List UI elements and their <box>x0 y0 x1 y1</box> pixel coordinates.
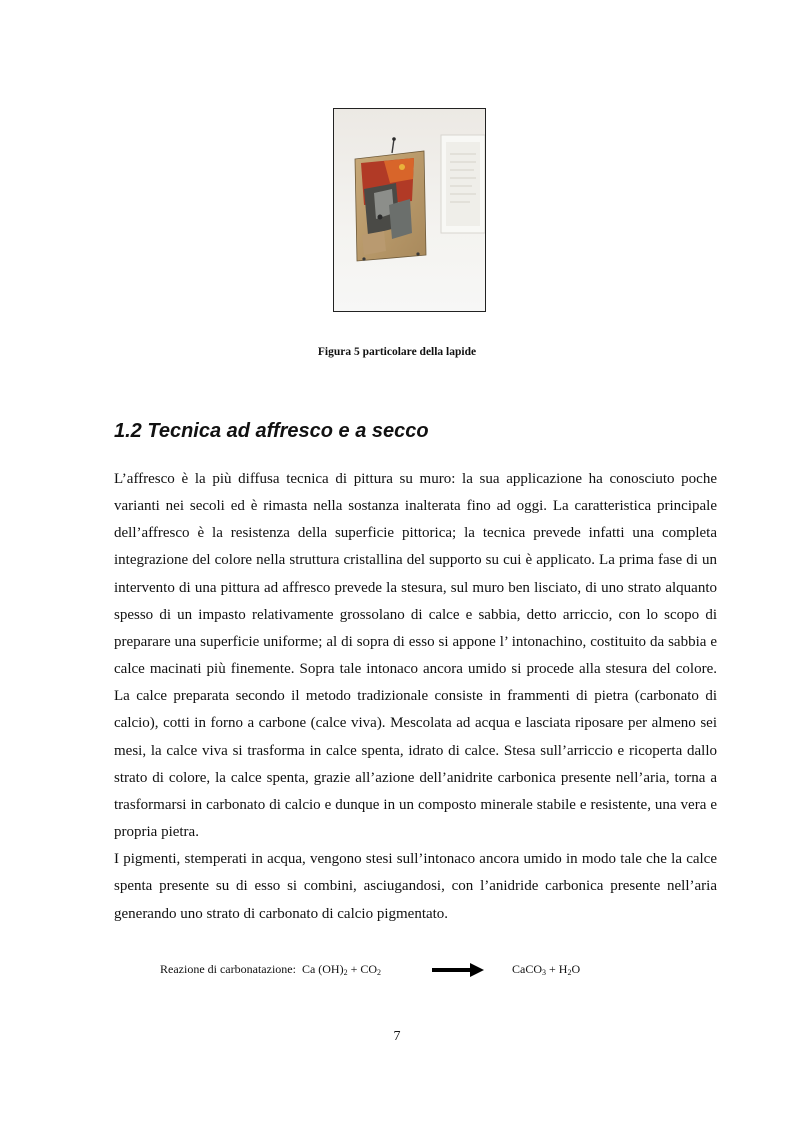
wall-plaque-painting <box>334 109 485 311</box>
paragraph: L’affresco è la più diffusa tecnica di pittura su muro: la sua applicazione ha conosciuto poche varianti nei secoli ed è rimasta nella sostanza inalterata fino ad oggi. La caratteristica principale dell’affresco è la resistenza della superficie pittorica; la tecnica prevede infatti una completa integrazione del colore nella struttura cristallina del supporto su cui è applicato. La prima fase di un intervento di una pittura ad affresco prevede la stesura, sul muro ben lisciato, di uno strato alquanto spesso di un impasto relativamente grossolano di calce e sabbia, detto arriccio, con lo scopo di preparare una superficie uniforme; al di sopra di esso si appone l’ intonachino, costituito da sabbia e calce macinati più finemente. Sopra tale intonaco ancora umido si procede alla stesura del colore. La calce preparata secondo il metodo tradizionale consiste in frammenti di pietra (carbonato di calcio), cotti in forno a carbone (calce viva). Mescolata ad acqua e lasciata riposare per almeno sei mesi, la calce viva si trasforma in calce spenta, idrato di calce. Stesa sull’arriccio e ricoperta dallo strato di colore, la calce spenta, grazie all’azione dell’anidrite carbonica presente nell’aria, torna a trasformarsi in carbonato di calcio e dunque in un composto minerale stabile e resistente, una vera e propria pietra. <box>114 471 717 841</box>
plus-sign: + <box>350 962 358 976</box>
reaction-products <box>512 962 580 977</box>
reaction-label: Reazione di carbonatazione: <box>160 962 296 976</box>
subscript: 3 <box>542 968 546 977</box>
reactant-carbon-dioxide: CO <box>360 962 378 976</box>
subscript: 2 <box>377 968 382 977</box>
product-water-o: O <box>571 962 581 976</box>
figure-photo <box>333 108 486 312</box>
plus-sign: + <box>549 962 556 976</box>
page-number: 7 <box>393 1029 401 1044</box>
product-water: H <box>558 962 568 976</box>
section-heading: 1.2 Tecnica ad affresco e a secco <box>114 420 429 442</box>
body-text <box>114 466 717 928</box>
subscript: 2 <box>343 968 348 977</box>
reactant-calcium-hydroxide: Ca (OH) <box>301 962 344 976</box>
figure-caption: Figura 5 particolare della lapide <box>317 346 477 358</box>
paragraph: I pigmenti, stemperati in acqua, vengono stesi sull’intonaco ancora umido in modo tale che la calce spenta presente su di esso si combini, asciugandosi, con l’anidride carbonica presente nell’aria generando uno strato di carbonato di calcio pigmentato. <box>114 851 717 922</box>
subscript: 2 <box>567 968 572 977</box>
carbonation-reaction <box>160 960 660 982</box>
reaction-reactants <box>160 962 381 977</box>
reaction-arrow-icon <box>432 963 484 977</box>
product-calcium-carbonate: CaCO <box>512 962 542 976</box>
